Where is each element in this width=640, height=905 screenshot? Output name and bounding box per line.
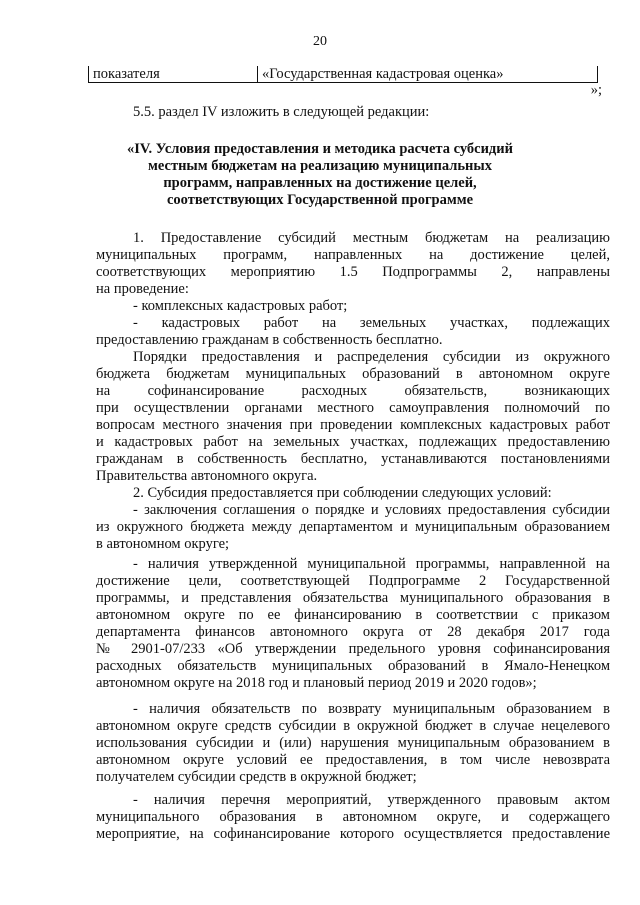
body-line: - наличия утвержденной муниципальной программы, направленной на xyxy=(133,556,610,572)
body-line: - комплексных кадастровых работ; xyxy=(133,298,348,314)
body-line: автономном округе на 2018 год и плановый период 2019 и 2020 годов»; xyxy=(96,675,537,691)
body-line: - наличия обязательств по возврату муниципальным образованием в xyxy=(133,701,610,717)
body-line: № 2901-07/233 «Об утверждении предельного уровня софинансирования xyxy=(96,641,610,657)
body-line: автономном округе по ее финансированию в соответствии с приказом xyxy=(96,607,610,623)
body-line: соответствующих мероприятию 1.5 Подпрограммы 2, направлены xyxy=(96,264,610,280)
body-line: из окружного бюджета между департаментом и муниципальным образованием xyxy=(96,519,610,535)
body-line: получателем субсидии средств в окружной бюджет; xyxy=(96,769,417,785)
body-line: автономном округе условий ее предоставления, в том числе невозврата xyxy=(96,752,610,768)
body-line: на проведение: xyxy=(96,281,189,297)
page-number: 20 xyxy=(313,34,327,49)
body-line: расходных обязательств муниципальных образований в Ямало-Ненецком xyxy=(96,658,610,674)
body-line: мероприятие, на софинансирование которого осуществляется предоставление xyxy=(96,826,610,842)
body-line: муниципального образования в автономном округе, и содержащего xyxy=(96,809,610,825)
body-line: - заключения соглашения о порядке и условиях предоставления субсидии xyxy=(133,502,610,518)
body-line: гражданам в собственность бесплатно, устанавливаются постановлениями xyxy=(96,451,610,467)
indicator-table-fragment xyxy=(88,66,598,83)
body-line: и кадастровых работ на земельных участках, подлежащих предоставлению xyxy=(96,434,610,450)
body-line: автономном округе средств субсидии в окружной бюджет в случае нецелевого xyxy=(96,718,610,734)
table-cell-cadastral: «Государственная кадастровая оценка» xyxy=(258,66,598,83)
body-line: муниципальных программ, направленных на достижение целей, xyxy=(96,247,610,263)
section-heading-line: местным бюджетам на реализацию муниципальных xyxy=(148,158,492,174)
section-heading-line: программ, направленных на достижение целей, xyxy=(163,175,477,191)
body-line: 2. Субсидия предоставляется при соблюдении следующих условий: xyxy=(133,485,552,501)
closing-quote: »; xyxy=(590,82,602,98)
body-line: программы, и представления обязательства муниципального образования в xyxy=(96,590,610,606)
body-line: предоставлению гражданам в собственность бесплатно. xyxy=(96,332,443,348)
body-line: вопросам местного значения при проведении комплексных кадастровых работ xyxy=(96,417,610,433)
section-heading-line: «IV. Условия предоставления и методика расчета субсидий xyxy=(127,141,513,157)
body-line: - кадастровых работ на земельных участках, подлежащих xyxy=(133,315,610,331)
body-line: департамента финансов автономного округа от 28 декабря 2017 года xyxy=(96,624,610,640)
section-intro: 5.5. раздел IV изложить в следующей редакции: xyxy=(133,104,430,120)
body-line: - наличия перечня мероприятий, утвержденного правовым актом xyxy=(133,792,610,808)
body-line: Порядки предоставления и распределения субсидии из окружного xyxy=(133,349,610,365)
body-line: Правительства автономного округа. xyxy=(96,468,318,484)
body-line: 1. Предоставление субсидий местным бюджетам на реализацию xyxy=(133,230,610,246)
section-heading-line: соответствующих Государственной программе xyxy=(166,192,474,208)
body-line: в автономном округе; xyxy=(96,536,230,552)
body-line: на софинансирование расходных обязательств, возникающих xyxy=(96,383,610,399)
body-line: бюджета бюджетам муниципальных образований в автономном округе xyxy=(96,366,610,382)
body-line: использования субсидии и (или) нарушения муниципальным образованием в xyxy=(96,735,610,751)
body-line: достижение цели, соответствующей Подпрограмме 2 Государственной xyxy=(96,573,610,589)
body-line: при осуществлении органами местного самоуправления полномочий по xyxy=(96,400,610,416)
table-cell-indicator: показателя xyxy=(89,66,258,83)
